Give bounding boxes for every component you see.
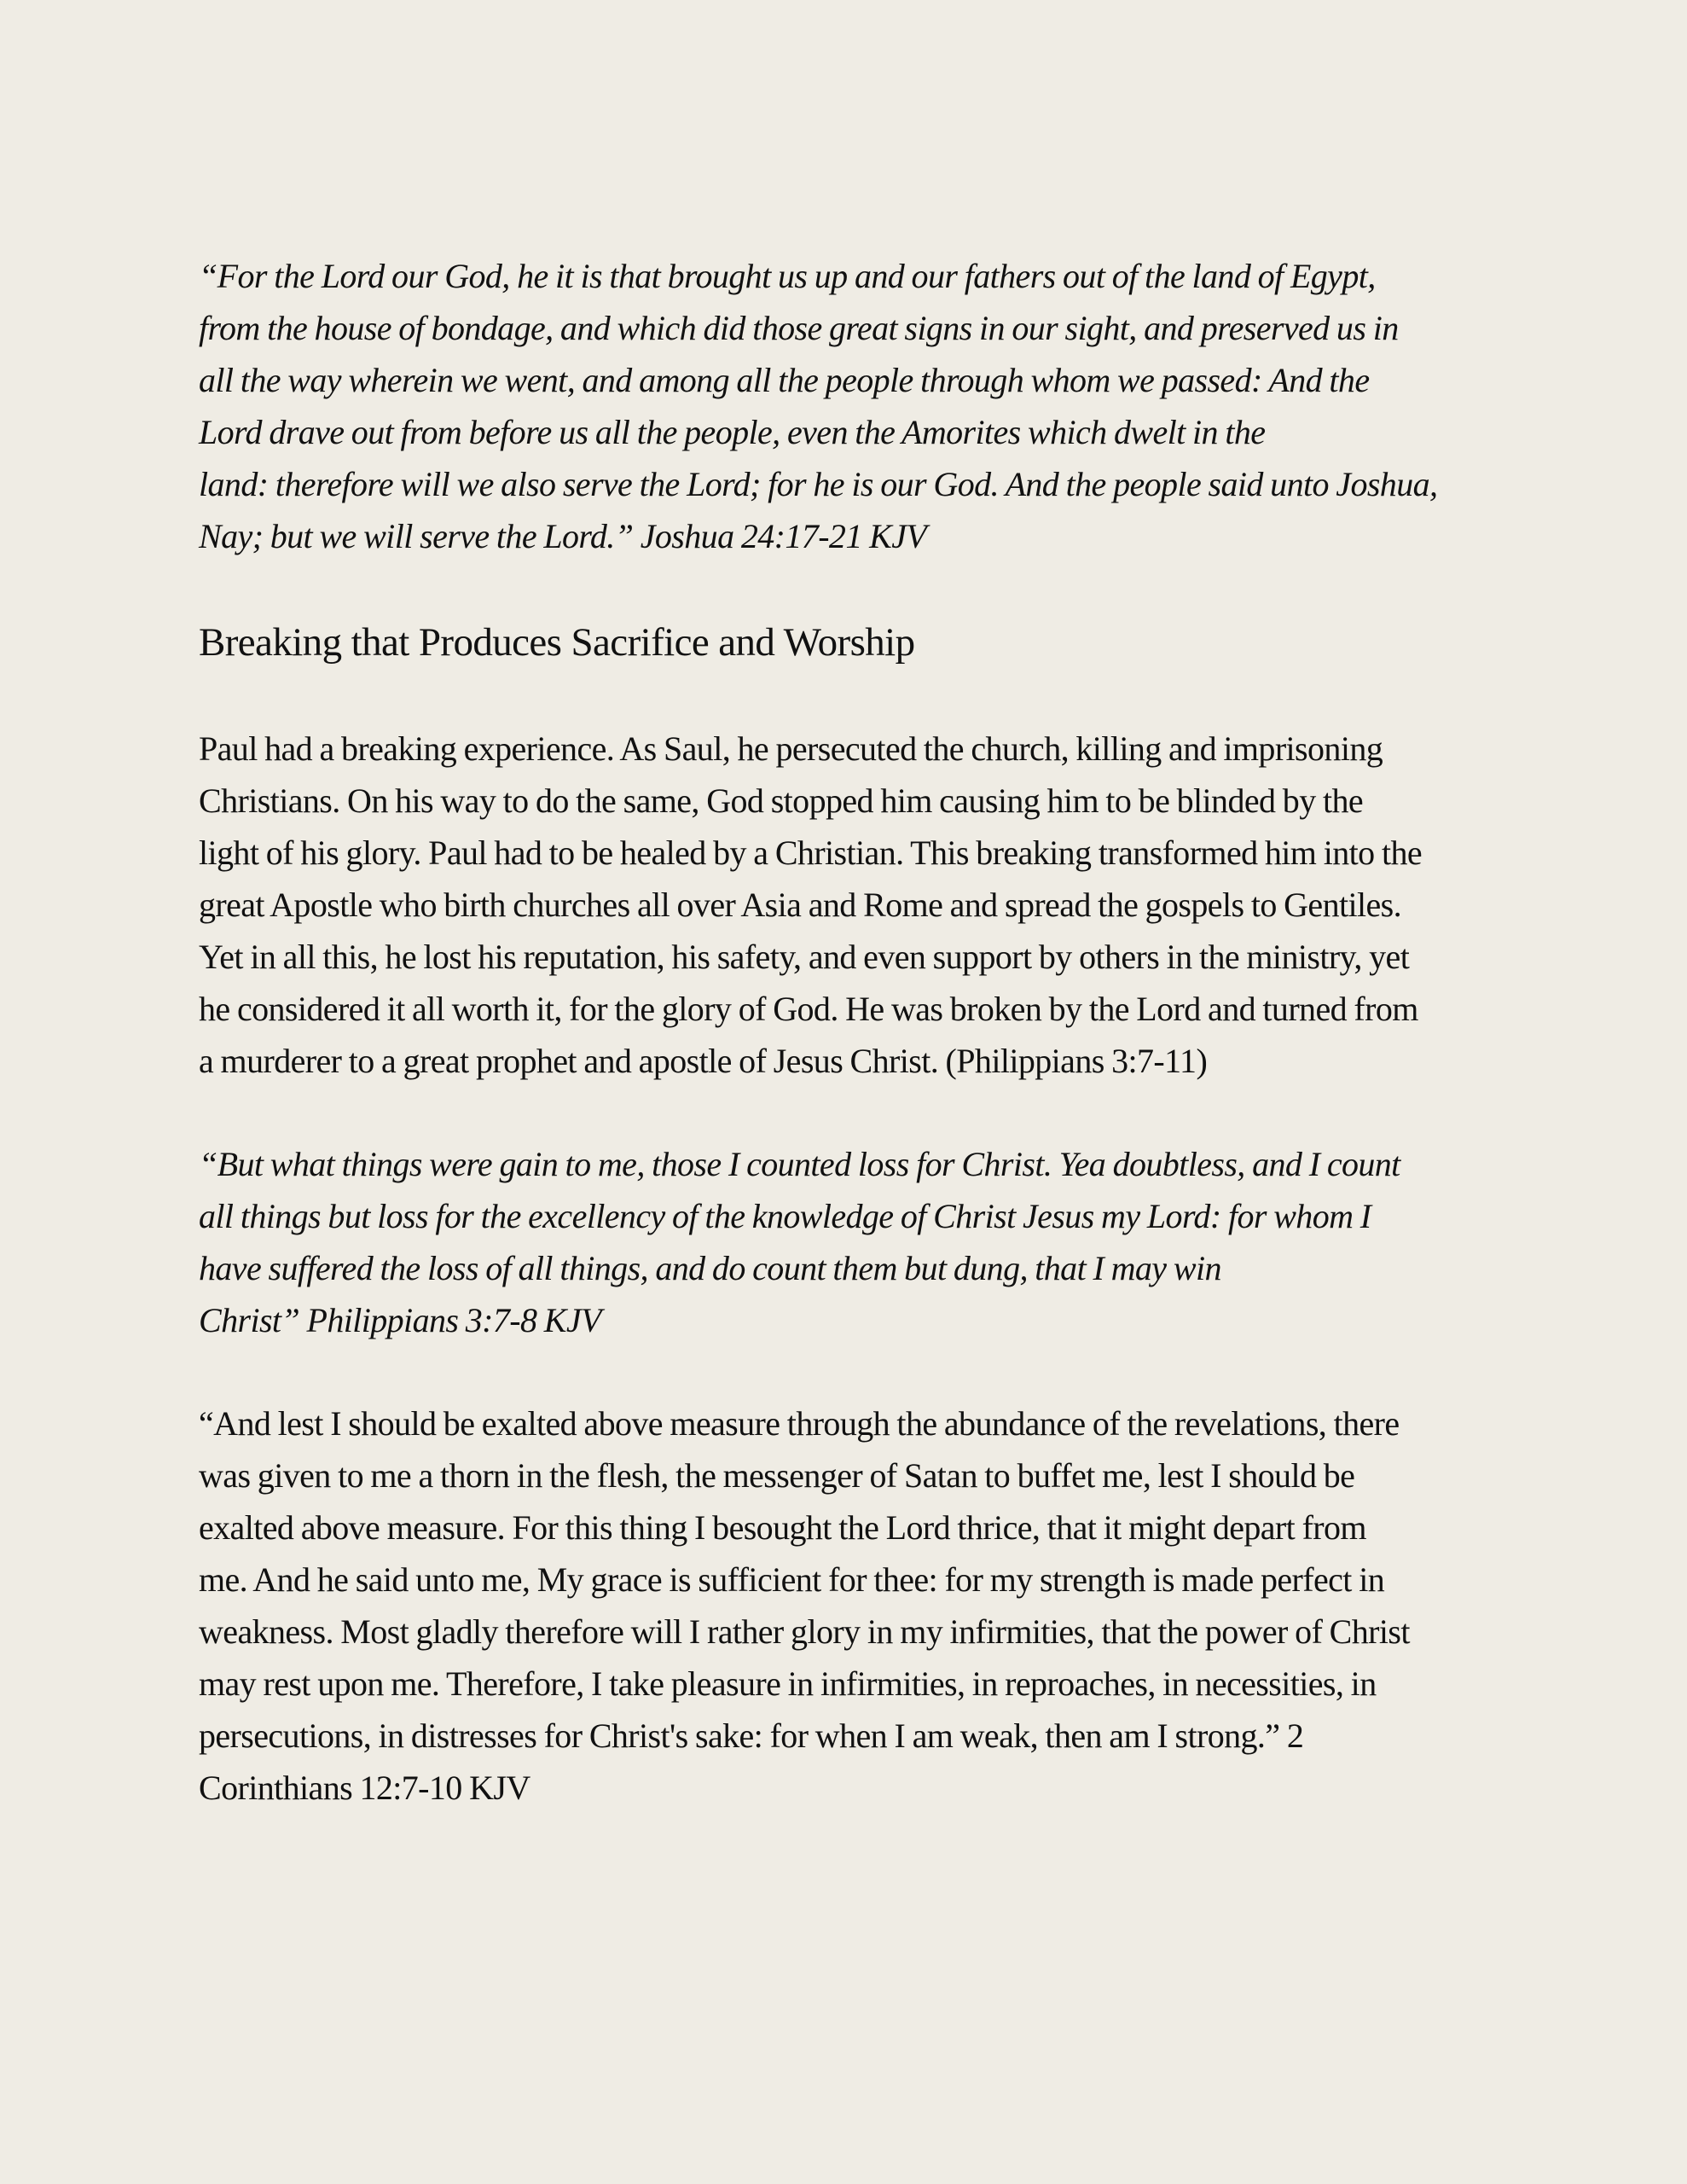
quote-line: from the house of bondage, and which did those great signs in our sight, and preserved us in [199, 309, 1399, 347]
quote-line: was given to me a thorn in the flesh, the messenger of Satan to buffet me, lest I should be [199, 1456, 1355, 1495]
paragraph-line: great Apostle who birth churches all over Asia and Rome and spread the gospels to Gentiles. [199, 886, 1402, 924]
paragraph-line: Christians. On his way to do the same, God stopped him causing him to be blinded by the [199, 781, 1364, 820]
quote-line: Nay; but we will serve the Lord.” Joshua 24:17-21 KJV [199, 517, 927, 555]
quote-line: all the way wherein we went, and among all the people through whom we passed: And the [199, 361, 1370, 399]
quote-line: exalted above measure. For this thing I besought the Lord thrice, that it might depart from [199, 1508, 1366, 1547]
paragraph-line: Yet in all this, he lost his reputation, his safety, and even support by others in the ministry, yet [199, 938, 1410, 976]
section-heading: Breaking that Produces Sacrifice and Worship [199, 620, 915, 665]
paragraph-line: Paul had a breaking experience. As Saul, he persecuted the church, killing and imprisoning [199, 729, 1383, 768]
quote-line: “For the Lord our God, he it is that brought us up and our fathers out of the land of Egypt, [199, 257, 1376, 295]
quote-line: Corinthians 12:7-10 KJV [199, 1769, 530, 1807]
paragraph-line: he considered it all worth it, for the glory of God. He was broken by the Lord and turned from [199, 990, 1418, 1028]
body-paragraph-paul [199, 723, 1504, 1087]
quote-line: “And lest I should be exalted above measure through the abundance of the revelations, there [199, 1404, 1400, 1443]
scripture-quote-corinthians [199, 1397, 1504, 1814]
quote-line: land: therefore will we also serve the Lord; for he is our God. And the people said unto Joshua, [199, 465, 1438, 503]
scripture-quote-joshua [199, 250, 1504, 562]
paragraph-line: a murderer to a great prophet and apostle of Jesus Christ. (Philippians 3:7-11) [199, 1042, 1208, 1080]
quote-line: me. And he said unto me, My grace is sufficient for thee: for my strength is made perfect in [199, 1560, 1385, 1599]
quote-line: all things but loss for the excellency of the knowledge of Christ Jesus my Lord: for whom I [199, 1197, 1371, 1235]
scripture-quote-philippians [199, 1138, 1504, 1346]
quote-line: persecutions, in distresses for Christ's sake: for when I am weak, then am I strong.” 2 [199, 1716, 1304, 1755]
quote-line: may rest upon me. Therefore, I take pleasure in infirmities, in reproaches, in necessities, in [199, 1664, 1377, 1703]
quote-line: Christ” Philippians 3:7-8 KJV [199, 1301, 601, 1339]
paragraph-line: light of his glory. Paul had to be healed by a Christian. This breaking transformed him into the [199, 834, 1423, 872]
quote-line: Lord drave out from before us all the people, even the Amorites which dwelt in the [199, 413, 1266, 451]
quote-line: have suffered the loss of all things, and do count them but dung, that I may win [199, 1249, 1221, 1287]
quote-line: “But what things were gain to me, those I counted loss for Christ. Yea doubtless, and I count [199, 1145, 1400, 1183]
document-page [199, 250, 1504, 1814]
quote-line: weakness. Most gladly therefore will I rather glory in my infirmities, that the power of Christ [199, 1612, 1410, 1651]
